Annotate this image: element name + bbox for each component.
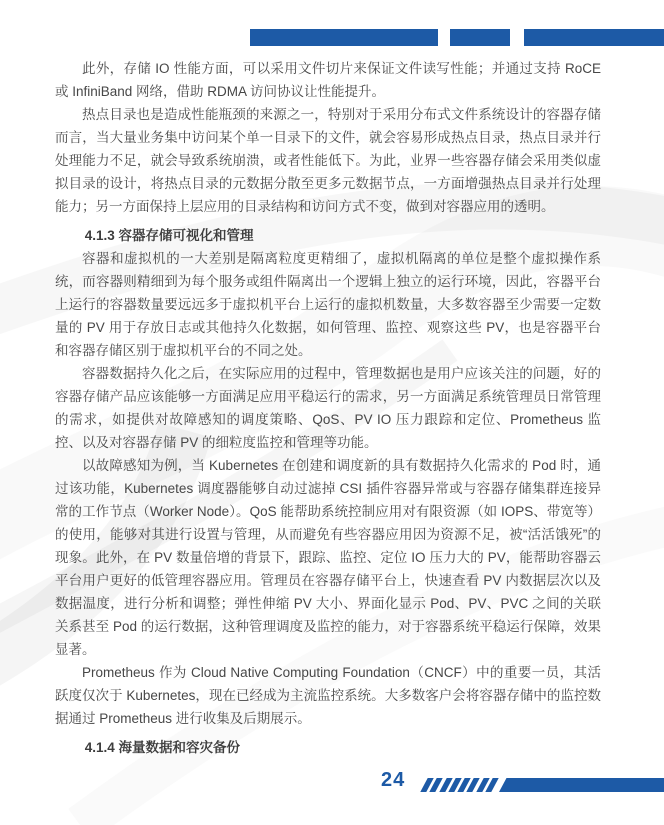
page-content	[55, 57, 601, 759]
header-bar-long	[250, 29, 438, 46]
page-number: 24	[381, 769, 406, 791]
heading-4-1-3: 4.1.3 容器存储可视化和管理	[84, 228, 254, 243]
page-footer	[0, 765, 664, 800]
paragraph-data-management: 容器数据持久化之后，在实际应用的过程中，管理数据也是用户应该关注的问题，好的容器存储产品应该能够一方面满足应用平稳运行的需求，另一方面满足系统管理员日常管理的需求，如提供对故障感知的调度策略、QoS、PV IO 压力跟踪和定位、Prometheus 监控、以及对容器存储 PV 的细粒度监控和管理等功能。	[55, 366, 601, 450]
paragraph-hot-directory: 热点目录也是造成性能瓶颈的来源之一，特别对于采用分布式文件系统设计的容器存储而言，当大量业务集中访问某个单一目录下的文件，就会容易形成热点目录，热点目录并行处理能力不足，就会导致系统崩溃，或者性能低下。为此，业界一些容器存储会采用类似虚拟目录的设计，将热点目录的元数据分散至更多元数据节点，一方面增强热点目录并行处理能力；另一方面保持上层应用的目录结构和访问方式不变，做到对容器应用的透明。	[55, 107, 601, 214]
footer-bar-decoration	[499, 778, 664, 792]
paragraph-container-vs-vm: 容器和虚拟机的一大差别是隔离粒度更精细了，虚拟机隔离的单位是整个虚拟操作系统，而容器则精细到为每个服务或组件隔离出一个逻辑上独立的运行环境，因此，容器平台上运行的容器数量要远远多于虚拟机平台上运行的虚拟机数量，大多数容器至少需要一定数量的 PV 用于存放日志或其他持久化数据，如何管理、监控、观察这些 PV，也是容器平台和容器存储区别于虚拟机平台的不同之处。	[55, 251, 601, 358]
heading-4-1-4: 4.1.4 海量数据和容灾备份	[84, 740, 240, 755]
paragraph-fault-awareness: 以故障感知为例，当 Kubernetes 在创建和调度新的具有数据持久化需求的 Pod 时，通过该功能，Kubernetes 调度器能够自动过滤掉 CSI 插件容器异常或与容器存储集群连接异常的工作节点（Worker Node）。QoS 能帮助系统控制应用对有限资源（如 IOPS、带宽等）的使用，能够对其进行设置与管理，从而避免有些容器应用因为资源不足，被“活活饿死”的现象。此外，在 PV 数量倍增的背景下，跟踪、监控、定位 IO 压力大的 PV，能帮助容器云平台用户更好的低管理容器应用。管理员在容器存储平台上，快速查看 PV 内数据层次以及数据温度，进行分析和调整；弹性伸缩 PV 大小、界面化显示 Pod、PV、PVC 之间的关联关系甚至 Pod 的运行数据，这种管理调度及监控的能力，对于容器系统平稳运行保障，效果显著。	[55, 458, 601, 657]
paragraph-prometheus: Prometheus 作为 Cloud Native Computing Foundation（CNCF）中的重要一员，其活跃度仅次于 Kubernetes，现在已经成为主流监控系统。大多数客户会将容器存储中的监控数据通过 Prometheus 进行收集及后期展示。	[55, 665, 601, 726]
header-bar-right	[524, 29, 664, 46]
footer-slash-icon	[424, 778, 498, 792]
paragraph-io-performance: 此外，存储 IO 性能方面，可以采用文件切片来保证文件读写性能；并通过支持 RoCE 或 InfiniBand 网络，借助 RDMA 访问协议让性能提升。	[55, 61, 601, 99]
header-bar-short	[450, 29, 510, 46]
